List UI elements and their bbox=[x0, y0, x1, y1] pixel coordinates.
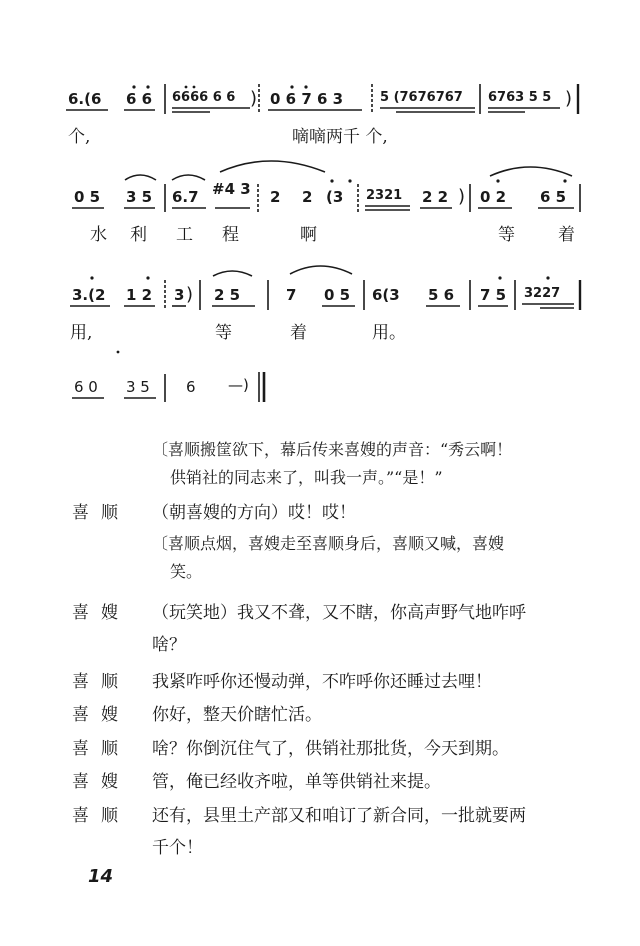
score-r2-note-9: 2 2 bbox=[422, 188, 449, 206]
score-r3-note-9: 5 6 bbox=[428, 286, 455, 304]
stage-direction-1 bbox=[152, 436, 512, 492]
score-r2-note-5: 2 bbox=[270, 188, 281, 206]
dialogue-6-line-1: 管，俺已经收齐啦，单等供销社来提。 bbox=[152, 772, 441, 792]
score-r3-note-6: 7 bbox=[286, 286, 297, 304]
score-r1-note-2: 6 6 bbox=[126, 90, 153, 108]
score-r3-note-10: 7 5 bbox=[480, 286, 507, 304]
score-r2-note-1: 0 5 bbox=[74, 188, 101, 206]
score-r3-lyric-1: 用, bbox=[70, 323, 93, 343]
score-r1-lyric-2: 嘀嘀两千 个, bbox=[292, 127, 388, 147]
score-r3-lyric-3: 着 bbox=[290, 323, 307, 343]
score-r1-note-4: ) bbox=[250, 88, 258, 109]
dialogue-4-line-1: 你好，整天价瞎忙活。 bbox=[152, 705, 322, 725]
score-r3-lyric-4: 用。 bbox=[372, 323, 406, 343]
score-r1-note-7: 6763 5 5 bbox=[488, 90, 552, 105]
score-r2-note-10: ) bbox=[458, 186, 466, 207]
score-r2-lyric-2: 利 bbox=[130, 225, 147, 245]
speaker-6: 喜嫂 bbox=[72, 772, 130, 792]
stage-direction-2 bbox=[152, 530, 504, 586]
dialogue-3-line-1: 我紧咋呼你还慢动弹，不咋呼你还睡过去哩！ bbox=[152, 672, 492, 692]
stage-direction-1-line-2: 供销社的同志来了，叫我一声。”“是！” bbox=[170, 468, 443, 487]
score-r1-note-6: 5 (7676767 bbox=[380, 90, 463, 105]
score-r2-lyric-1: 水 bbox=[90, 225, 107, 245]
score-r2-note-7: (3 bbox=[326, 188, 344, 206]
score-r4-note-1: 6 0 bbox=[74, 378, 98, 396]
score-r2-note-8: 2321 bbox=[366, 188, 403, 203]
speaker-1: 喜顺 bbox=[72, 503, 130, 523]
score-r1-lyric-1: 个, bbox=[68, 127, 91, 147]
score-r1-note-5: 0 6 7 6 3 bbox=[270, 90, 344, 108]
speaker-3: 喜顺 bbox=[72, 672, 130, 692]
score-r4-note-4: —) bbox=[228, 376, 249, 394]
page-number: 14 bbox=[88, 866, 114, 887]
score-r4-note-2: 3 5 bbox=[126, 378, 150, 396]
score-r2-note-3: 6.7 bbox=[172, 188, 199, 206]
score-r3-lyric-2: 等 bbox=[215, 323, 232, 343]
score-r1-note-1: 6.(6 bbox=[68, 90, 102, 108]
speaker-4: 喜嫂 bbox=[72, 705, 130, 725]
score-r3-note-7: 0 5 bbox=[324, 286, 351, 304]
dialogue-2-line-2: 啥？ bbox=[152, 635, 186, 655]
score-r2-lyric-5: 啊 bbox=[300, 225, 317, 245]
score-r3-note-1: 3.(2 bbox=[72, 286, 106, 304]
dialogue-1-line-1: （朝喜嫂的方向）哎！哎！ bbox=[152, 503, 356, 523]
score-r2-lyric-6: 等 bbox=[498, 225, 515, 245]
score-r3-note-8: 6(3 bbox=[372, 286, 400, 304]
dialogue-7-line-2: 千个！ bbox=[152, 838, 203, 858]
score-r2-lyric-7: 着 bbox=[558, 225, 575, 245]
score-r1-note-8: ) bbox=[565, 88, 573, 109]
score-r3-note-5: 2 5 bbox=[214, 286, 241, 304]
score-r3-note-4: ) bbox=[186, 284, 194, 305]
score-r1-note-3: 6666 6 6 bbox=[172, 90, 236, 105]
score-r2-note-11: 0 2 bbox=[480, 188, 507, 206]
stage-direction-2-line-2: 笑。 bbox=[170, 562, 203, 581]
score-r3-note-3: 3 bbox=[174, 286, 185, 304]
dialogue-5-line-1: 啥？你倒沉住气了，供销社那批货，今天到期。 bbox=[152, 739, 509, 759]
score-r4-note-3: 6 bbox=[186, 378, 196, 396]
stage-direction-2-line-1: 〔喜顺点烟，喜嫂走至喜顺身后，喜顺又喊，喜嫂 bbox=[152, 534, 505, 553]
score-r2-lyric-4: 程 bbox=[222, 225, 239, 245]
dialogue-7-line-1: 还有，县里土产部又和咱订了新合同，一批就要两 bbox=[152, 806, 526, 826]
score-r2-note-2: 3 5 bbox=[126, 188, 153, 206]
score-r2-note-4: #4 3 bbox=[212, 180, 251, 198]
dialogue-2-line-1: （玩笑地）我又不聋，又不瞎，你高声野气地咋呼 bbox=[152, 603, 526, 623]
score-r2-lyric-3: 工 bbox=[176, 225, 193, 245]
music-score bbox=[0, 0, 640, 420]
speaker-5: 喜顺 bbox=[72, 739, 130, 759]
score-r3-note-11: 3227 bbox=[524, 286, 561, 301]
speaker-7: 喜顺 bbox=[72, 806, 130, 826]
stage-direction-1-line-1: 〔喜顺搬筐欲下，幕后传来喜嫂的声音：“秀云啊！ bbox=[152, 440, 513, 459]
score-r2-note-12: 6 5 bbox=[540, 188, 567, 206]
score-r2-note-6: 2 bbox=[302, 188, 313, 206]
score-lines bbox=[0, 0, 640, 420]
score-r3-note-2: 1 2 bbox=[126, 286, 153, 304]
speaker-2: 喜嫂 bbox=[72, 603, 130, 623]
